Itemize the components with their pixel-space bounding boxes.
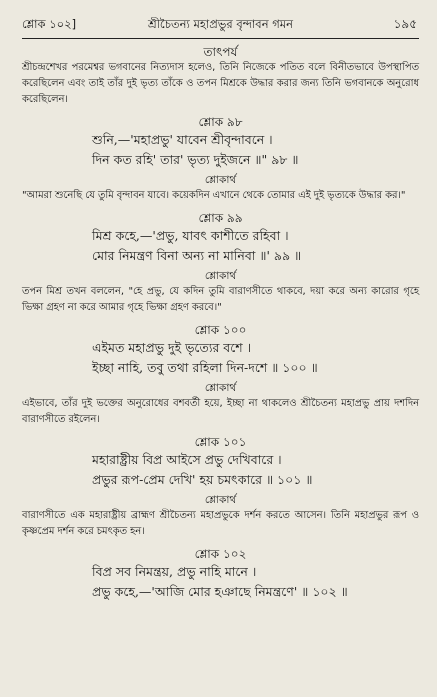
verse-heading: শ্লোক ১০০	[194, 323, 247, 337]
translation-text: এইভাবে, তাঁর দুই ভক্তের অনুরোধের বশবর্তী হয়ে, ইচ্ছা না থাকলেও শ্রীচৈতন্য মহাপ্রভু প্রায় দশদিন বারাণসীতে রইলেন।	[22, 398, 419, 425]
translation-text: বারাণসীতে এক মহারাষ্ট্রীয় ব্রাহ্মণ শ্রীচৈতন্য মহাপ্রভুকে দর্শন করতে আসেন। তিনি মহাপ্রভুর রূপ ও কৃষ্ণপ্রেম দর্শন করে চমৎকৃত হন।	[22, 510, 419, 537]
verse-text	[22, 226, 419, 266]
translation-heading: শ্লোকার্থ	[204, 382, 237, 394]
verse-line: প্রভু কহে,—'আজি মোর হঞাছে নিমন্ত্রণে' ॥ ১০২ ॥	[92, 584, 348, 599]
verse-line: মোর নিমন্ত্রণ বিনা অন্য না মানিবা ॥' ৯৯ ॥	[92, 248, 302, 263]
verse-line: মিশ্র কহে,—'প্রভু, যাবৎ কাশীতে রহিবা ।	[92, 228, 289, 243]
header-rule	[22, 38, 419, 39]
translation-text: তপন মিশ্র তখন বললেন, "হে প্রভু, যে কদিন তুমি বারাণসীতে থাকবে, দয়া করে অন্য কারোর গৃহে ভিক্ষা গ্রহণ না করে আমার গৃহে ভিক্ষা গ্রহণ করবে।"	[22, 286, 419, 313]
verse-line: ইচ্ছা নাহি, তবু তথা রহিলা দিন-দশে ॥ ১০০ ॥	[92, 360, 318, 375]
verse-heading: শ্লোক ১০২	[194, 547, 247, 561]
verse-text	[22, 450, 419, 490]
purport-text: শ্রীচন্দ্রশেখর পরমেশ্বর ভগবানের নিত্যদাস হলেও, তিনি নিজেকে পতিত বলে বিনীতভাবে উপস্থাপিত করেছিলেন এবং তাই তাঁর দুই ভৃত্য তাঁকে ও তপন মিশ্রকে উদ্ধার করার জন্য তিনি ভগবানকে অনুরোধ করেছিলেন।	[22, 62, 419, 105]
verse-line: মহারাষ্ট্রীয় বিপ্র আইসে প্রভু দেখিবারে ।	[92, 452, 282, 467]
verse-text	[22, 338, 419, 378]
translation-heading: শ্লোকার্থ	[204, 270, 237, 282]
page-header	[22, 14, 419, 34]
verse-heading: শ্লোক ৯৮	[198, 115, 243, 129]
translation-heading: শ্লোকার্থ	[204, 494, 237, 506]
verse-line: এইমত মহাপ্রভু দুই ভৃত্যের বশে ।	[92, 340, 252, 355]
purport-heading: তাৎপর্য	[203, 45, 238, 59]
verse-heading: শ্লোক ৯৯	[198, 211, 243, 225]
verse-text	[22, 562, 419, 602]
verse-line: শুনি,—'মহাপ্রভু' যাবেন শ্রীবৃন্দাবনে ।	[92, 132, 273, 147]
book-title: শ্রীচৈতন্য মহাপ্রভুর বৃন্দাবন গমন	[147, 17, 294, 31]
verse-line: দিন কত রহি' তার' ভৃত্য দুইজনে ॥" ৯৮ ॥	[92, 152, 299, 167]
verse-text	[22, 130, 419, 170]
verse-line: প্রভুর রূপ-প্রেম দেখি' হয় চমৎকারে ॥ ১০১ ॥	[92, 472, 313, 487]
page-content	[22, 44, 419, 604]
page-number: ১৯৫	[393, 17, 417, 31]
verse-line: বিপ্র সব নিমন্ত্রয়, প্রভু নাহি মানে ।	[92, 564, 257, 579]
translation-heading: শ্লোকার্থ	[204, 174, 237, 186]
verse-reference: শ্লোক ১০২]	[22, 17, 77, 31]
translation-text: "আমরা শুনেছি যে তুমি বৃন্দাবন যাবে। কয়েকদিন এখানে থেকে তোমার এই দুই ভৃত্যকে উদ্ধার কর।"	[22, 190, 406, 201]
verse-heading: শ্লোক ১০১	[194, 435, 247, 449]
